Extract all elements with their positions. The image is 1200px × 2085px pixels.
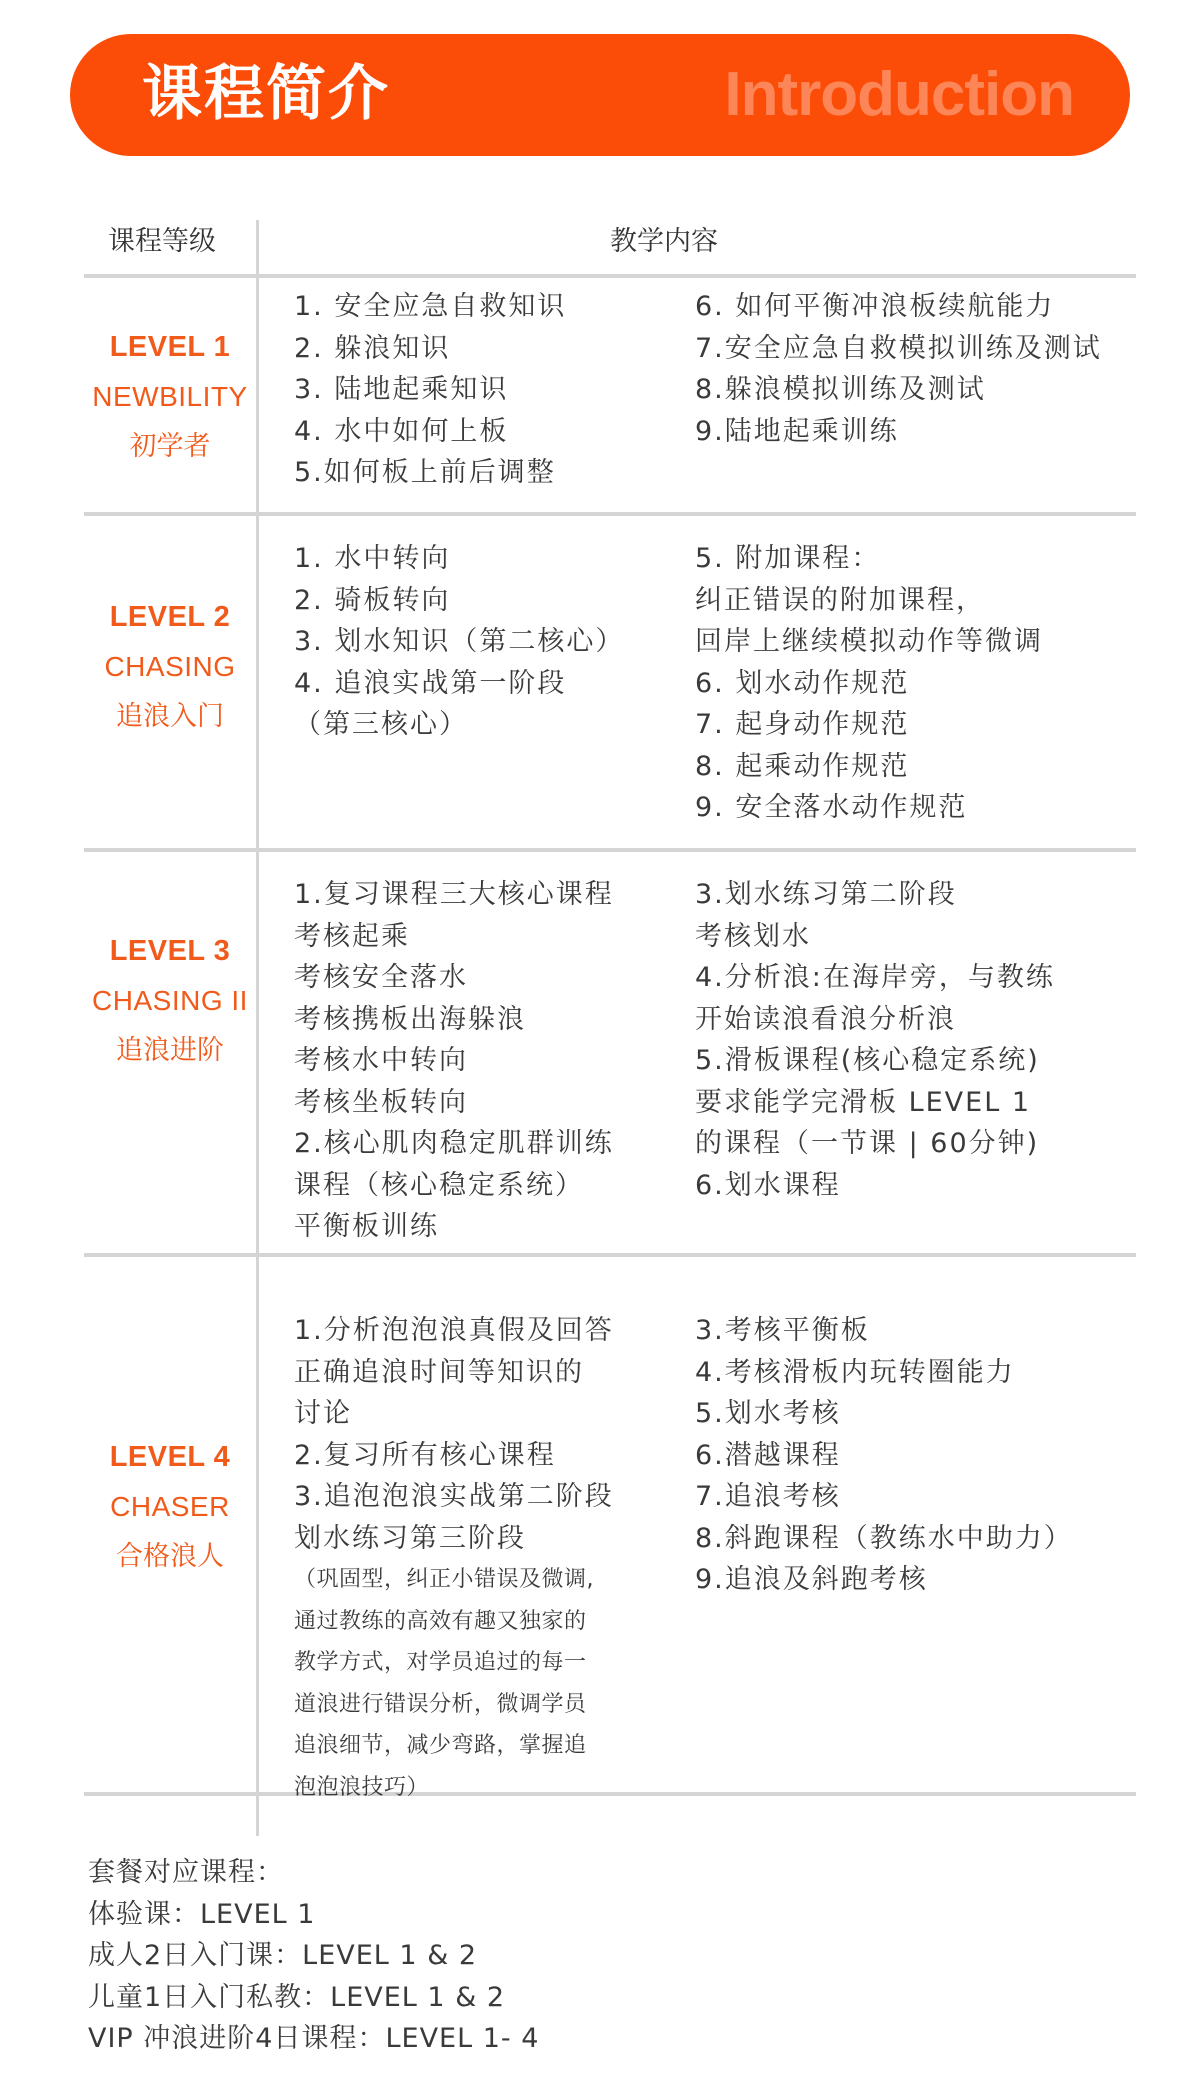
list-item: 1. 安全应急自救知识	[294, 291, 567, 322]
header-level: 课程等级	[108, 226, 216, 257]
list-item: 要求能学完滑板 LEVEL 1	[695, 1086, 1032, 1118]
level-code: LEVEL 2	[109, 601, 231, 633]
list-item: 考核水中转向	[294, 1045, 468, 1076]
list-item: 纠正错误的附加课程，	[695, 584, 985, 616]
list-item: 1. 水中转向	[294, 543, 451, 574]
list-item: 9.追浪及斜跑考核	[695, 1564, 928, 1595]
level-4-content-right	[695, 1310, 1073, 1601]
level-3-content-left	[294, 874, 614, 1248]
note-line: （巩固型，纠正小错误及微调,	[294, 1567, 594, 1592]
level-4-content-left	[294, 1310, 614, 1808]
list-item: 正确追浪时间等知识的	[294, 1356, 584, 1388]
list-item: 考核起乘	[294, 920, 410, 952]
list-item: 8.躲浪模拟训练及测试	[695, 374, 986, 405]
banner-title: 课程简介	[142, 59, 390, 129]
list-item: 讨论	[294, 1398, 352, 1429]
level-3-label	[84, 926, 256, 1076]
level-name-cn: 追浪进阶	[116, 1035, 224, 1066]
level-code: LEVEL 1	[109, 331, 231, 363]
level-name-cn: 追浪入门	[116, 701, 224, 732]
list-item: 3. 划水知识（第二核心）	[294, 626, 625, 657]
list-item: 2.复习所有核心课程	[294, 1439, 556, 1471]
level-name-en: NEWBILITY	[92, 381, 248, 412]
list-item: 5.如何板上前后调整	[294, 457, 556, 488]
list-item: 5.滑板课程(核心稳定系统)	[695, 1045, 1040, 1076]
list-item: 6.潜越课程	[695, 1439, 841, 1471]
row-divider	[84, 274, 1136, 278]
list-item: 3. 陆地起乘知识	[294, 374, 509, 405]
header-content: 教学内容	[610, 226, 718, 257]
list-item: 考核安全落水	[294, 962, 468, 993]
list-item: （第三核心）	[294, 709, 468, 740]
level-2-content-left	[294, 538, 624, 746]
package-line: 体验课：LEVEL 1	[88, 1898, 316, 1930]
list-item: 4. 追浪实战第一阶段	[294, 667, 567, 699]
list-item: 4.分析浪:在海岸旁，与教练	[695, 962, 1055, 993]
list-item: 8. 起乘动作规范	[695, 750, 910, 782]
package-courses	[88, 1852, 539, 2060]
list-item: 3.追泡泡浪实战第二阶段	[294, 1481, 614, 1512]
package-title: 套餐对应课程：	[88, 1857, 284, 1888]
list-item: 3.划水练习第二阶段	[695, 879, 957, 910]
level-4-label	[84, 1432, 256, 1582]
list-item: 课程（核心稳定系统）	[294, 1169, 584, 1201]
level-name-cn: 初学者	[129, 431, 211, 462]
list-item: 6.划水课程	[695, 1169, 841, 1201]
level-2-label	[84, 592, 256, 742]
package-line: 成人2日入门课：LEVEL 1 & 2	[88, 1940, 478, 1971]
package-line: 儿童1日入门私教：LEVEL 1 & 2	[88, 1981, 506, 2013]
list-item: 3.考核平衡板	[695, 1315, 870, 1346]
level-code: LEVEL 3	[109, 935, 231, 967]
level-2-content-right	[695, 538, 1043, 829]
list-item: 6. 如何平衡冲浪板续航能力	[695, 291, 1055, 322]
package-line: VIP 冲浪进阶4日课程：LEVEL 1- 4	[88, 2023, 540, 2054]
row-divider	[84, 512, 1136, 516]
level-name-cn: 合格浪人	[116, 1541, 224, 1572]
note-line: 泡泡浪技巧）	[294, 1774, 430, 1800]
list-item: 9. 安全落水动作规范	[695, 792, 968, 823]
list-item: 考核坐板转向	[294, 1086, 468, 1118]
list-item: 1.复习课程三大核心课程	[294, 879, 614, 910]
level-name-en: CHASER	[110, 1491, 230, 1522]
list-item: 的课程（一节课 | 60分钟)	[695, 1128, 1040, 1159]
note-line: 通过教练的高效有趣又独家的	[294, 1608, 587, 1634]
level-3-content-right	[695, 874, 1055, 1206]
list-item: 6. 划水动作规范	[695, 667, 910, 699]
list-item: 2.核心肌肉稳定肌群训练	[294, 1128, 614, 1159]
list-item: 5.划水考核	[695, 1398, 841, 1429]
level-name-en: CHASING II	[92, 985, 248, 1016]
note-line: 道浪进行错误分析，微调学员	[294, 1691, 587, 1717]
level-1-content-left	[294, 286, 566, 494]
list-item: 1.分析泡泡浪真假及回答	[294, 1315, 614, 1346]
list-item: 2. 骑板转向	[294, 584, 451, 616]
level-code: LEVEL 4	[109, 1441, 231, 1473]
level-1-label	[84, 322, 256, 472]
list-item: 回岸上继续模拟动作等微调	[695, 626, 1043, 657]
list-item: 7. 起身动作规范	[695, 709, 910, 740]
list-item: 7.安全应急自救模拟训练及测试	[695, 332, 1102, 364]
list-item: 2. 躲浪知识	[294, 332, 451, 364]
row-divider	[84, 1253, 1136, 1257]
list-item: 9.陆地起乘训练	[695, 415, 899, 447]
list-item: 平衡板训练	[294, 1211, 439, 1242]
list-item: 开始读浪看浪分析浪	[695, 1003, 956, 1035]
list-item: 7.追浪考核	[695, 1481, 841, 1512]
note-line: 教学方式，对学员追过的每一	[294, 1650, 587, 1675]
list-item: 考核携板出海躲浪	[294, 1003, 526, 1035]
list-item: 8.斜跑课程（教练水中助力）	[695, 1522, 1073, 1554]
banner-subtitle: Introduction	[724, 60, 1074, 129]
level-1-content-right	[695, 286, 1102, 452]
level-name-en: CHASING	[104, 651, 236, 682]
note-line: 追浪细节，减少弯路，掌握追	[294, 1733, 587, 1758]
row-divider	[84, 848, 1136, 852]
intro-banner	[70, 34, 1130, 156]
list-item: 考核划水	[695, 920, 811, 952]
list-item: 5. 附加课程：	[695, 543, 881, 574]
list-item: 4.考核滑板内玩转圈能力	[695, 1356, 1015, 1388]
list-item: 划水练习第三阶段	[294, 1522, 526, 1554]
list-item: 4. 水中如何上板	[294, 415, 509, 447]
column-divider	[256, 220, 259, 1836]
